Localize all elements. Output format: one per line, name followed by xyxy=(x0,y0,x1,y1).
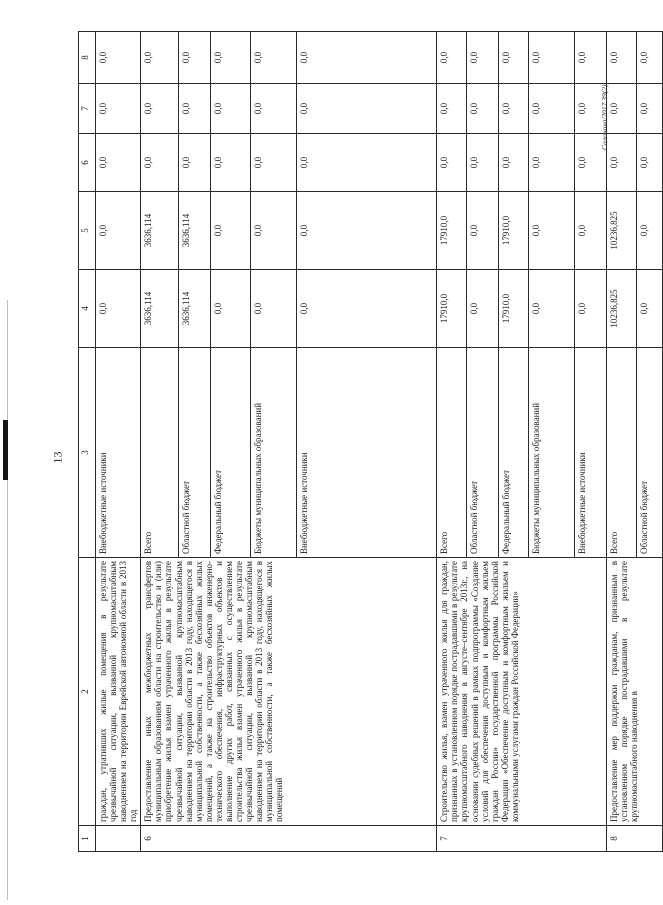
amount-cell: 0,0 xyxy=(141,32,179,84)
amount-cell: 0,0 xyxy=(437,32,467,84)
amount-cell: 0,0 xyxy=(211,84,251,134)
amount-cell: 0,0 xyxy=(211,270,251,348)
funding-source-cell: Внебюджетные источники xyxy=(575,348,607,558)
amount-cell: 0,0 xyxy=(637,134,663,192)
amount-cell: 0,0 xyxy=(529,270,575,348)
activity-description-cell: Предоставление мер поддержки гражданам, признанным в установленном порядке пострадавшими в результате крупномасштабного наводнения в xyxy=(607,558,663,826)
amount-cell: 0,0 xyxy=(529,192,575,270)
amount-cell: 0,0 xyxy=(297,270,437,348)
amount-cell: 0,0 xyxy=(637,32,663,84)
table-row xyxy=(141,32,179,852)
funding-source-cell: Внебюджетные источники xyxy=(96,348,141,558)
amount-cell: 0,0 xyxy=(529,134,575,192)
amount-cell: 0,0 xyxy=(179,32,211,84)
program-funding-table xyxy=(78,31,663,852)
amount-cell: 17910,0 xyxy=(437,192,467,270)
header-cell: 1 xyxy=(79,826,96,852)
activity-description-cell: граждан, утративших жилые помещения в результате чрезвычайной ситуации, вызванной крупномасштабным наводнением на территории Еврейской автономной области в 2013 год xyxy=(96,558,141,826)
amount-cell: 10236,825 xyxy=(607,270,637,348)
amount-cell: 0,0 xyxy=(467,270,499,348)
amount-cell: 0,0 xyxy=(499,134,529,192)
header-cell: 2 xyxy=(79,558,96,826)
amount-cell: 0,0 xyxy=(499,32,529,84)
amount-cell: 0,0 xyxy=(251,32,297,84)
amount-cell: 0,0 xyxy=(607,32,637,84)
header-cell: 3 xyxy=(79,348,96,558)
funding-source-cell: Федеральный бюджет xyxy=(499,348,529,558)
funding-source-cell: Всего xyxy=(437,348,467,558)
amount-cell: 0,0 xyxy=(141,84,179,134)
funding-source-cell: Областной бюджет xyxy=(179,348,211,558)
amount-cell: 0,0 xyxy=(179,84,211,134)
amount-cell: 0,0 xyxy=(96,134,141,192)
funding-source-cell: Бюджеты муниципальных образований xyxy=(529,348,575,558)
amount-cell: 0,0 xyxy=(211,32,251,84)
amount-cell: 0,0 xyxy=(529,32,575,84)
funding-source-cell: Всего xyxy=(141,348,179,558)
row-number-cell: 6 xyxy=(141,826,437,852)
amount-cell: 0,0 xyxy=(251,84,297,134)
page-number: 13 xyxy=(50,451,65,464)
funding-source-cell: Областной бюджет xyxy=(637,348,663,558)
amount-cell: 0,0 xyxy=(467,192,499,270)
table-body xyxy=(96,32,663,852)
header-cell: 7 xyxy=(79,84,96,134)
amount-cell: 0,0 xyxy=(575,134,607,192)
amount-cell: 0,0 xyxy=(467,32,499,84)
header-cell: 5 xyxy=(79,192,96,270)
amount-cell: 10236,825 xyxy=(607,192,637,270)
amount-cell: 0,0 xyxy=(179,134,211,192)
amount-cell: 17910,0 xyxy=(499,270,529,348)
amount-cell: 0,0 xyxy=(141,134,179,192)
amount-cell: 17910,0 xyxy=(499,192,529,270)
activity-description-cell: Строительство жилья, взамен утраченного жилья для граждан, признанных в установленном порядке пострадавшими в результате крупномасштабного наводнения в августе–сентябре 2013г., на основании судебных решений в рамках подпрограммы «Создание условий для обеспечения доступным и комфортным жильем граждан России» государственной программы Российской Федерации «Обеспечение доступным и комфортным жильем и коммунальными услугами граждан Российской Федерации» xyxy=(437,558,607,826)
table-row xyxy=(607,32,637,852)
row-number-cell: 8 xyxy=(607,826,663,852)
amount-cell: 3636,114 xyxy=(179,192,211,270)
document-stamp: Салонова/2017.39(2) xyxy=(600,84,609,150)
amount-cell: 0,0 xyxy=(575,192,607,270)
row-number-cell xyxy=(96,826,141,852)
amount-cell: 17910,0 xyxy=(437,270,467,348)
amount-cell: 0,0 xyxy=(607,134,637,192)
header-cell: 6 xyxy=(79,134,96,192)
table-header-row xyxy=(79,32,96,852)
header-cell: 8 xyxy=(79,32,96,84)
amount-cell: 0,0 xyxy=(251,192,297,270)
amount-cell: 0,0 xyxy=(297,84,437,134)
amount-cell: 0,0 xyxy=(529,84,575,134)
amount-cell: 0,0 xyxy=(575,84,607,134)
amount-cell: 3636,114 xyxy=(141,270,179,348)
amount-cell: 0,0 xyxy=(297,134,437,192)
amount-cell: 0,0 xyxy=(437,134,467,192)
scan-artifact xyxy=(3,420,8,480)
amount-cell: 0,0 xyxy=(437,84,467,134)
funding-source-cell: Внебюджетные источники xyxy=(297,348,437,558)
amount-cell: 0,0 xyxy=(96,32,141,84)
amount-cell: 3636,114 xyxy=(179,270,211,348)
amount-cell: 0,0 xyxy=(297,192,437,270)
amount-cell: 0,0 xyxy=(96,270,141,348)
amount-cell: 0,0 xyxy=(499,84,529,134)
amount-cell: 0,0 xyxy=(211,134,251,192)
amount-cell: 0,0 xyxy=(96,84,141,134)
header-cell: 4 xyxy=(79,270,96,348)
amount-cell: 0,0 xyxy=(607,84,637,134)
amount-cell: 0,0 xyxy=(637,270,663,348)
row-number-cell: 7 xyxy=(437,826,607,852)
amount-cell: 0,0 xyxy=(575,270,607,348)
funding-source-cell: Всего xyxy=(607,348,637,558)
activity-description-cell: Предоставление иных межбюджетных трансфертов муниципальным образованиям области на строительство и (или) приобретение жилья взамен утраченного жилья в результате чрезвычайной ситуации, вызванной крупномасштабным наводнением на территории области в 2013 году, находящегося в муниципальной собственности, а также бесхозяйных жилых помещений, а также на строительство объектов инженерно-технического обеспечения, инфраструктурных объектов и выполнение других работ, связанных с осуществлением строительства жилья взамен утраченного жилья в результате чрезвычайной ситуации, вызванной крупномасштабным наводнением на территории области в 2013 году, находящегося в муниципальной собственности, а также бесхозяйных жилых помещений xyxy=(141,558,437,826)
amount-cell: 0,0 xyxy=(637,192,663,270)
funding-source-cell: Федеральный бюджет xyxy=(211,348,251,558)
amount-cell: 0,0 xyxy=(96,192,141,270)
amount-cell: 0,0 xyxy=(467,134,499,192)
amount-cell: 0,0 xyxy=(251,270,297,348)
funding-source-cell: Областной бюджет xyxy=(467,348,499,558)
scan-edge-line xyxy=(7,300,8,900)
amount-cell: 0,0 xyxy=(575,32,607,84)
table-row xyxy=(437,32,467,852)
table-row xyxy=(96,32,141,852)
funding-source-cell: Бюджеты муниципальных образований xyxy=(251,348,297,558)
amount-cell: 0,0 xyxy=(251,134,297,192)
amount-cell: 0,0 xyxy=(467,84,499,134)
amount-cell: 0,0 xyxy=(211,192,251,270)
amount-cell: 3636,114 xyxy=(141,192,179,270)
amount-cell: 0,0 xyxy=(637,84,663,134)
amount-cell: 0,0 xyxy=(297,32,437,84)
